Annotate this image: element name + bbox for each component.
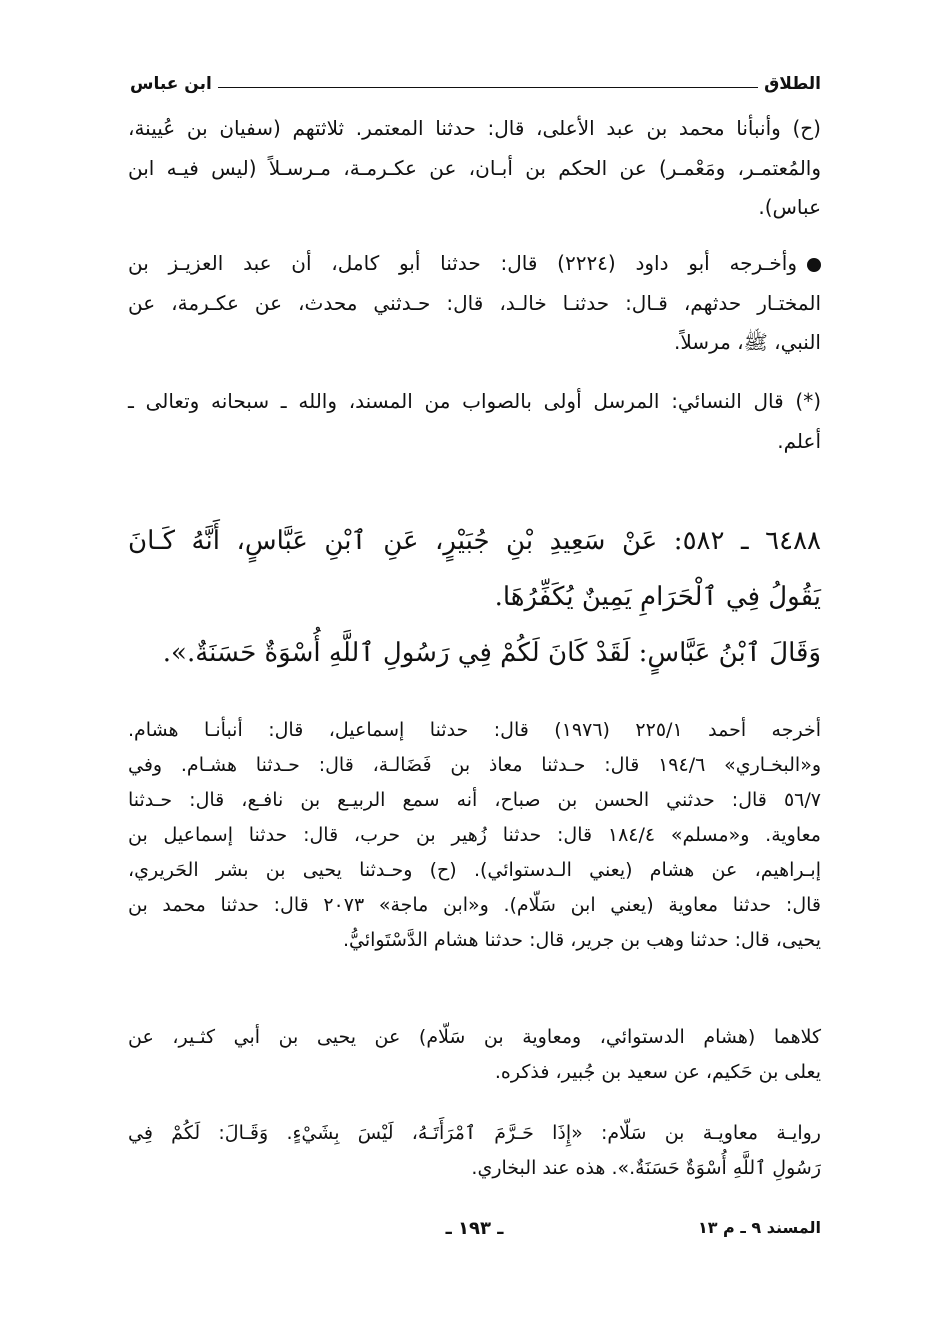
text-line: (*) قال النسائي: المرسل أولى بالصواب من المسند، والله ـ سبحانه وتعالى ـ [128, 389, 821, 413]
running-header [130, 66, 821, 94]
takhrij-paragraph [128, 713, 821, 958]
text-line: المختـار حدثهم، قـال: حدثنـا خالـد، قال: حـدثني محدث، عن عكـرمة، عن [128, 290, 821, 315]
text-line: إبـراهيم، عن هشام (يعني الـدستوائي). (ح) وحـدثنا يحيى بن بشر الحَريري، [128, 859, 821, 881]
text-line: أعلم. [777, 428, 821, 453]
hadith-line: يَقُولُ فِي ٱلْحَرَامِ يَمِينٌ يُكَفِّرُهَا. [494, 582, 821, 612]
chapter-title: الطلاق [764, 74, 821, 94]
intro-paragraph [128, 109, 821, 228]
both-narrators-paragraph [128, 1020, 821, 1090]
printer-signature: المسند ٩ ـ م ١٣ [697, 1218, 821, 1237]
text-line: كلاهما (هشام الدستوائي، ومعاوية بن سَلّام) عن يحيى بن أبي كثـير، عن [128, 1026, 821, 1048]
riwaya-paragraph [128, 1116, 821, 1186]
text-line: عباس). [758, 195, 821, 219]
section-title: ابن عباس [130, 74, 212, 94]
abu-dawud-paragraph [128, 244, 821, 363]
text-line: أخرجه أحمد ٢٢٥/١ (١٩٧٦) قال: حدثنا إسماعيل، قال: أنبأنـا هشام. [128, 719, 821, 741]
text-line: رَسُولِ ٱللَّهِ أُسْوَةٌ حَسَنَةٌ.». هذه عند البخاري. [471, 1157, 821, 1179]
text-line: و«البخـاري» ١٩٤/٦ قال: حـدثنا معاذ بن فَضَالـة، قال: حـدثنا هشـام. وفي [128, 754, 821, 776]
page-number: ـ ١٩٣ ـ [445, 1218, 504, 1239]
text-line: يحيى، قال: حدثنا وهب بن جرير، قال: حدثنا هشام الدَّسْتَوائيُّ. [342, 929, 821, 951]
text-line: قال: حدثنا معاوية (يعني ابن سَلّام). و«ابن ماجة» ٢٠٧٣ قال: حدثنا محمد بن [128, 894, 822, 916]
text-line: معاوية. و«مسلم» ١٨٤/٤ قال: حدثنا زُهير بن حرب، قال: حدثنا إسماعيل بن [128, 824, 821, 846]
text-line-content: وأخـرجه أبو داود (٢٢٢٤) قال: حدثنا أبو كامل، أن عبد العزيـز بن [128, 251, 798, 275]
text-line [128, 244, 821, 284]
hadith-text [128, 513, 821, 681]
page-footer [128, 1218, 821, 1248]
text-line: ٥٦/٧ قال: حدثني الحسن بن صباح، أنه سمع الربيـع بن نافـع، قال: حـدثنا [128, 789, 821, 811]
text-line: والمُعتمـر، ومَعْمـر) عن الحكم بن أبـان، عن عكـرمـة، مـرسـلاً (ليس فيـه ابن [128, 155, 821, 180]
text-line: روايـة معاويـة بن سَلّام: «إِذَا حَـرَّمَ ٱمْرَأَتَـهُ، لَيْسَ بِشَيْءٍ. وَقَـالَ: لَكُمْ فِي [128, 1122, 821, 1144]
hadith-line: ٦٤٨٨ ـ ٥٨٢: عَنْ سَعِيدِ بْنِ جُبَيْرٍ، عَنِ ٱبْنِ عَبَّاسٍ، أَنَّهُ كَـانَ [128, 526, 822, 556]
text-line: النبي، ﷺ، مرسلاً. [674, 330, 821, 354]
text-line: يعلى بن حَكيم، عن سعيد بن جُبير، فذكره. [494, 1061, 821, 1083]
header-rule [218, 87, 758, 88]
bullet-icon [807, 258, 821, 272]
nasai-note [128, 382, 821, 461]
hadith-line: وَقَالَ ٱبْنُ عَبَّاسٍ: لَقَدْ كَانَ لَكُمْ فِي رَسُولِ ٱللَّهِ أُسْوَةٌ حَسَنَةٌ.». [162, 638, 821, 668]
text-line: (ح) وأنبأنا محمد بن عبد الأعلى، قال: حدثنا المعتمر. ثلاثتهم (سفيان بن عُيينة، [128, 116, 821, 140]
